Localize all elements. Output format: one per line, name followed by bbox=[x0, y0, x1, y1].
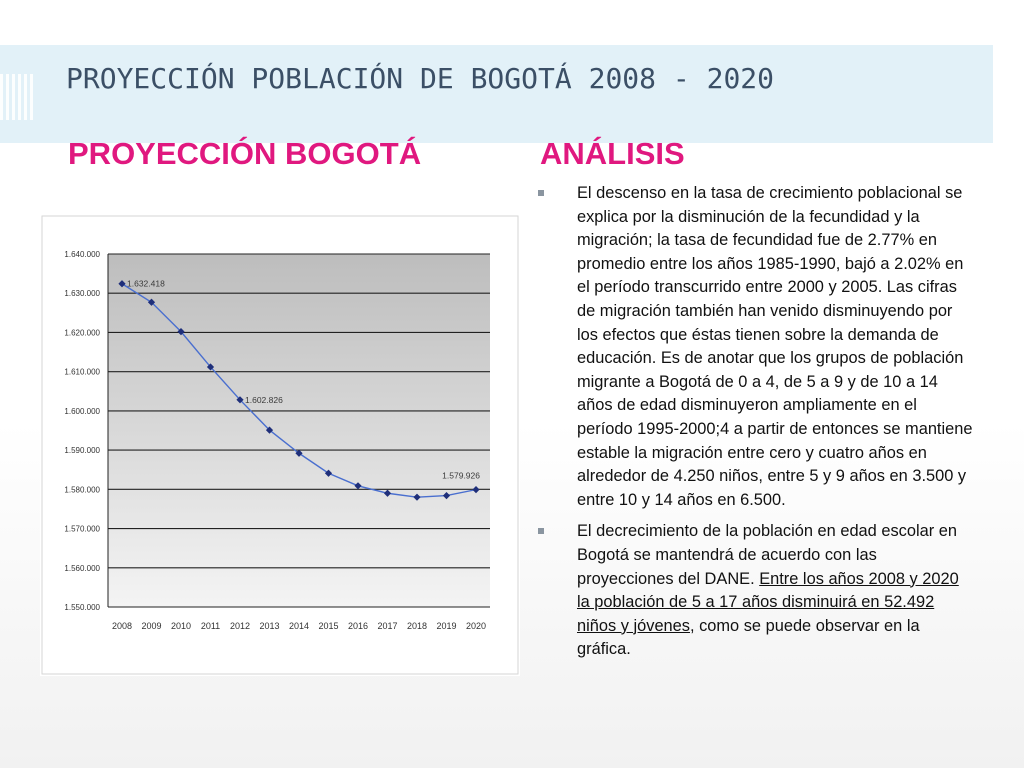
x-tick-label: 2017 bbox=[377, 621, 398, 631]
analysis-text-1: El descenso en la tasa de crecimiento poblacional se explica por la disminución de la fecundidad y la migración; la tasa de fecundidad fue de 2.77% en promedio entre los años 1985-1990, bajó a 2.02% en el período transcurrido entre 2000 y 2005. Las cifras de migración también han venido disminuyendo por los efectos que éstas tienen sobre la demanda de educación. Es de anotar que los grupos de población migrante a Bogotá de 0 a 4, de 5 a 9 y de 10 a 14 años de edad disminuyeron ampliamente en el período 1995-2000;4 a partir de entonces se mantiene estable la migración entre cero y cuatro años en alrededor de 4.250 niños, entre 5 y 9 años en 3.500 y entre 10 y 14 años en 6.500. bbox=[577, 184, 973, 509]
x-tick-label: 2013 bbox=[259, 621, 280, 631]
y-tick-label: 1.620.000 bbox=[64, 328, 100, 338]
data-label: 1.602.826 bbox=[245, 394, 283, 405]
y-tick-label: 1.590.000 bbox=[64, 446, 100, 456]
analysis-item-1 bbox=[536, 182, 976, 512]
x-tick-label: 2016 bbox=[347, 621, 369, 631]
analysis-text-2-start: El decrecimiento de la población en edad escolar en Bogotá se mantendrá de acuerdo con las proyecciones del DANE. bbox=[577, 522, 957, 588]
x-tick-label: 2008 bbox=[111, 621, 133, 631]
population-chart bbox=[40, 214, 520, 676]
y-tick-label: 1.600.000 bbox=[64, 406, 100, 416]
y-tick-label: 1.570.000 bbox=[64, 524, 100, 534]
analysis-item-2 bbox=[536, 520, 976, 662]
square-bullet-icon bbox=[538, 528, 544, 534]
chart-svg bbox=[40, 214, 520, 676]
analysis-text-2-underlined: Entre los años 2008 y 2020 la población de 5 a 17 años disminuirá en 52.492 niños y jóvenes bbox=[577, 569, 959, 635]
square-bullet-icon bbox=[538, 190, 544, 196]
x-tick-label: 2020 bbox=[465, 621, 487, 631]
analysis-list bbox=[536, 182, 976, 670]
y-tick-label: 1.630.000 bbox=[64, 289, 100, 299]
analysis-heading: ANÁLISIS bbox=[540, 136, 685, 171]
y-tick-label: 1.580.000 bbox=[64, 485, 100, 495]
x-tick-label: 2014 bbox=[288, 621, 310, 631]
slide-title: PROYECCIÓN POBLACIÓN DE BOGOTÁ 2008 - 2020 bbox=[66, 62, 775, 95]
y-tick-label: 1.560.000 bbox=[64, 563, 100, 573]
y-tick-label: 1.640.000 bbox=[64, 250, 100, 259]
x-tick-label: 2015 bbox=[318, 621, 339, 631]
y-tick-label: 1.550.000 bbox=[64, 603, 100, 612]
x-tick-label: 2010 bbox=[170, 621, 192, 631]
title-stripes-decoration bbox=[0, 74, 36, 120]
analysis-text-2-end: , como se puede observar en la gráfica. bbox=[577, 616, 920, 659]
y-tick-label: 1.610.000 bbox=[64, 367, 100, 377]
plot-area bbox=[108, 254, 490, 607]
x-tick-label: 2009 bbox=[141, 621, 162, 631]
x-tick-label: 2011 bbox=[200, 621, 221, 631]
x-tick-label: 2018 bbox=[406, 621, 428, 631]
x-tick-label: 2019 bbox=[436, 621, 457, 631]
data-label: 1.632.418 bbox=[127, 278, 165, 289]
data-label: 1.579.926 bbox=[442, 470, 480, 481]
chart-heading: PROYECCIÓN BOGOTÁ bbox=[68, 136, 422, 171]
x-tick-label: 2012 bbox=[229, 621, 251, 631]
